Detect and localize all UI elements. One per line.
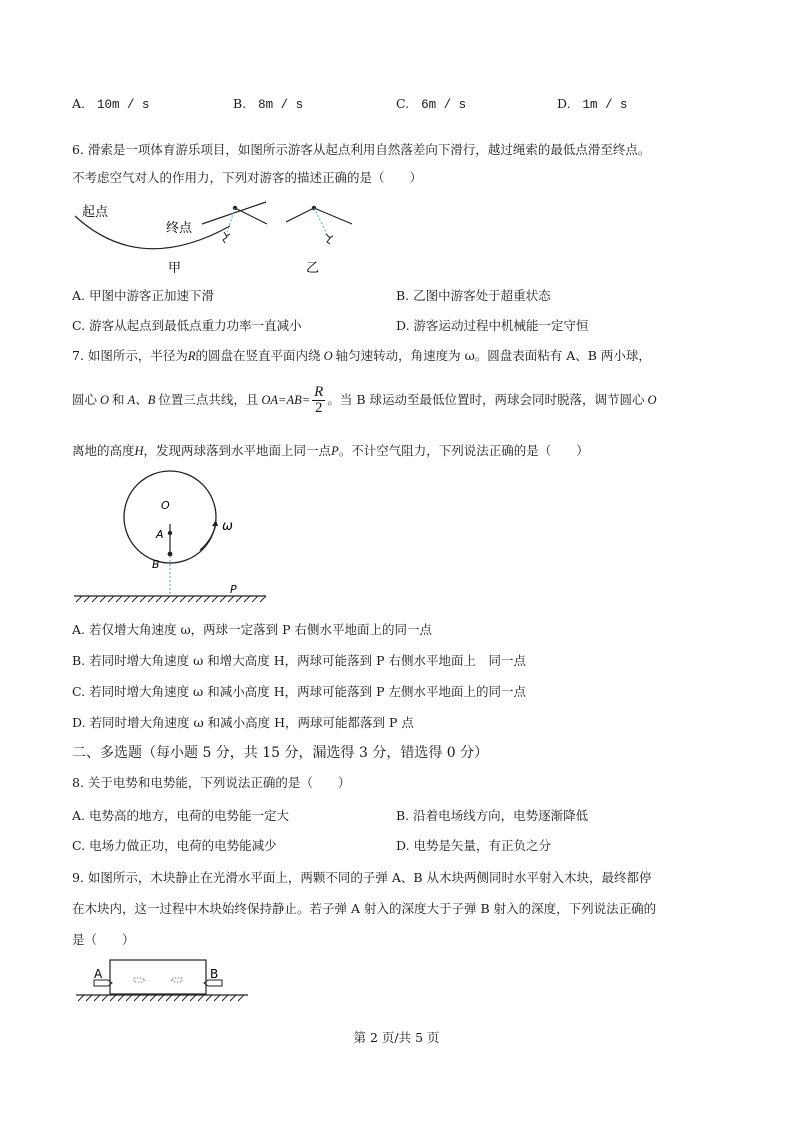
ground-hatch-q9	[78, 995, 244, 1001]
q8-stem: 8. 关于电势和电势能，下列说法正确的是（ ）	[72, 775, 351, 790]
ground-hatch	[76, 596, 266, 602]
ball-b	[168, 552, 173, 557]
q9-figure	[72, 956, 252, 1012]
q9-stem-line2: 在木块内，这一过程中木块始终保持静止。若子弹 A 射入的深度大于子弹 B 射入的深度，下列说法正确的	[72, 901, 657, 916]
label-yi: 乙	[306, 261, 320, 276]
embedded-bullet-b-icon	[171, 978, 182, 982]
wood-block	[110, 960, 206, 994]
label-a: A	[156, 528, 164, 541]
q7-option-a: A. 若仅增大角速度 ω，两球一定落到 P 右侧水平地面上的同一点	[72, 622, 433, 637]
q6-option-c: C. 游客从起点到最低点重力功率一直减小	[72, 318, 302, 333]
q5-option-b: B. 8m / s	[233, 96, 304, 112]
ball-a	[168, 531, 172, 535]
q7-option-d: D. 若同时增大角速度 ω 和减小高度 H，两球可能都落到 P 点	[72, 715, 414, 730]
section-heading: 二、多选题（每小题 5 分，共 15 分，漏选得 3 分，错选得 0 分）	[72, 745, 489, 761]
embedded-bullet-a-icon	[134, 978, 145, 982]
rope-jia	[202, 202, 266, 224]
q7-stem-line1: 7. 如图所示，半径为R的圆盘在竖直平面内绕 O 轴匀速转动，角速度为 ω。圆盘表面粘有 A、B 两小球，	[72, 348, 651, 363]
label-bullet-a: A	[94, 967, 103, 981]
q5-option-a: A. 10m / s	[72, 96, 150, 112]
q5-option-d: D. 1m / s	[557, 96, 628, 112]
fraction-r-over-2: $\frac{R}{2}$	[314, 384, 324, 416]
q8-option-c: C. 电场力做正功，电荷的电势能减少	[72, 838, 277, 853]
q8-option-b: B. 沿着电场线方向，电势逐渐降低	[396, 808, 589, 823]
q6-figure	[70, 198, 360, 280]
hanger-yi	[314, 208, 327, 234]
label-start: 起点	[82, 205, 109, 220]
q6-option-d: D. 游客运动过程中机械能一定守恒	[396, 318, 589, 333]
q7-stem-line2: 圆心 O 和 A、B 位置三点共线，且 OA=AB= $\frac{R}{2}$ 。当 B 球运动至最低位置时，两球会同时脱落，调节圆心 O	[72, 384, 657, 416]
rotation-arrow-icon	[200, 524, 216, 550]
q6-stem-line1: 6. 滑索是一项体育游乐项目，如图所示游客从起点利用自然落差向下滑行，越过绳索的最低点滑至终点。	[72, 142, 651, 157]
q6-option-a: A. 甲图中游客正加速下滑	[72, 288, 215, 303]
hanger-jia	[227, 208, 235, 232]
q8-option-d: D. 电势是矢量，有正负之分	[396, 838, 552, 853]
q6-option-b: B. 乙图中游客处于超重状态	[396, 288, 551, 303]
q7-figure	[70, 462, 280, 608]
q8-option-a: A. 电势高的地方，电荷的电势能一定大	[72, 808, 290, 823]
rider-yi-icon	[326, 234, 333, 244]
rider-jia-icon	[223, 232, 230, 243]
q7-option-b: B. 若同时增大角速度 ω 和增大高度 H，两球可能落到 P 右侧水平地面上 同一点	[72, 653, 527, 668]
page-footer: 第 2 页/共 5 页	[353, 1030, 440, 1045]
q5-option-c: C. 6m / s	[396, 96, 467, 112]
q6-stem-line2: 不考虑空气对人的作用力，下列对游客的描述正确的是（ ）	[72, 170, 423, 185]
q7-stem-line3: 离地的高度H，发现两球落到水平地面上同一点P。不计空气阻力，下列说法正确的是（ ）	[72, 443, 589, 458]
q7-option-c: C. 若同时增大角速度 ω 和减小高度 H，两球可能落到 P 左侧水平地面上的同一点	[72, 684, 526, 699]
zipline-cable	[75, 216, 230, 249]
q9-stem-line3: 是（ ）	[72, 932, 135, 947]
label-omega: ω	[222, 519, 233, 534]
q9-stem-line1: 9. 如图所示，木块静止在光滑水平面上，两颗不同的子弹 A、B 从木块两侧同时水平射入木块，最终都停	[72, 870, 652, 885]
rope-yi	[286, 208, 314, 222]
label-end: 终点	[166, 221, 193, 236]
label-p: P	[230, 583, 237, 596]
label-b: B	[152, 558, 160, 571]
label-bullet-b: B	[210, 967, 219, 981]
label-jia: 甲	[168, 261, 182, 276]
label-o: O	[161, 499, 170, 512]
